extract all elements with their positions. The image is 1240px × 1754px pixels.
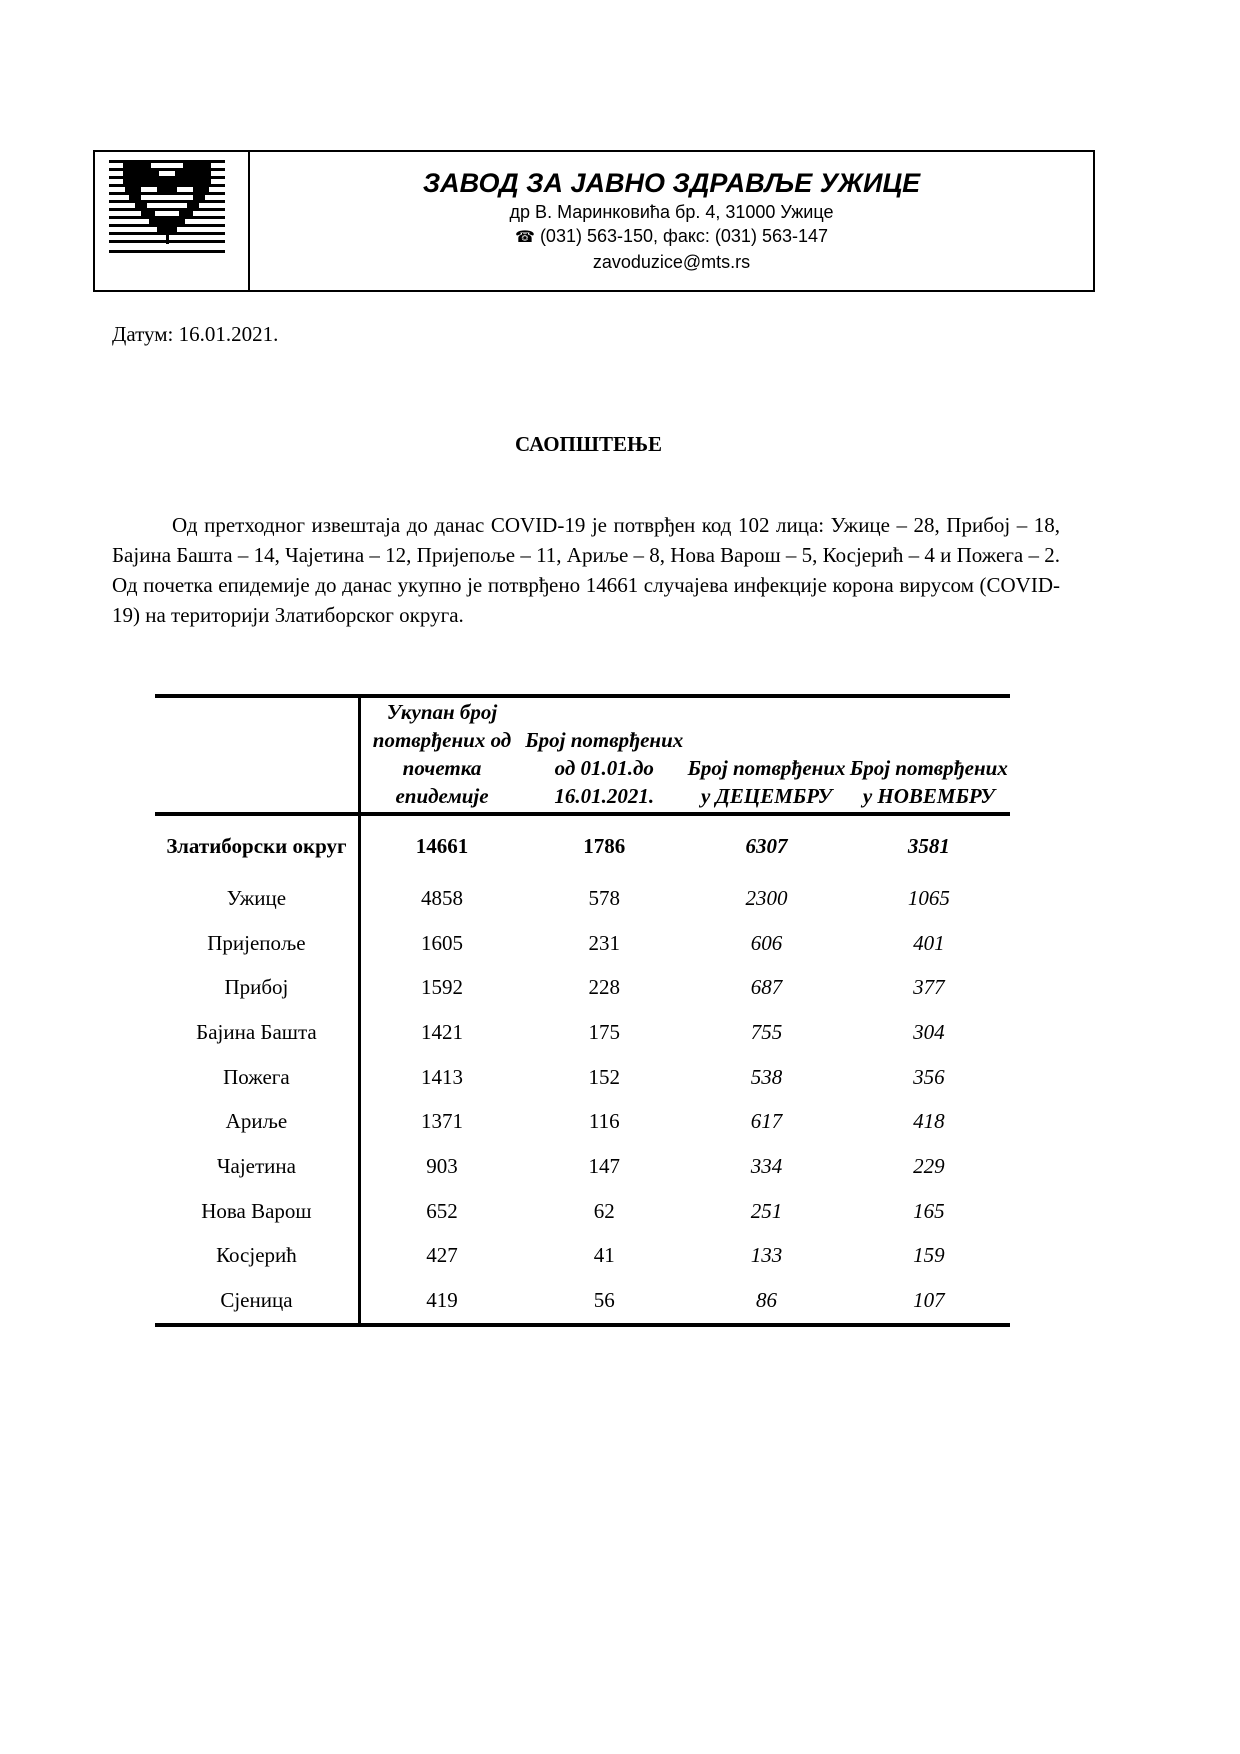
cell-november: 159 xyxy=(913,1243,945,1268)
row-name: Ужице xyxy=(155,876,359,921)
cell-november: 165 xyxy=(913,1198,945,1223)
cell-december: 687 xyxy=(750,975,783,1000)
document-date: Датум: 16.01.2021. xyxy=(112,322,279,346)
cell-november: 3581 xyxy=(907,834,950,858)
table-row xyxy=(155,1189,1010,1234)
announcement-body: Од претходног извештаја до данас COVID-19 је потврђен код 102 лица: Ужице – 28, Прибој – 18, Бајина Башта – 14, Чајетина – 12, Пријепоље – 11, Ариље – 8, Нова Варош – 5, Косјерић – 4 и Пожега – 2. Од почетка епидемије до данас укупно је потврђено 14661 случајева инфекције корона вирусом (COVID-19) на територији Златиборског округа. xyxy=(112,513,1060,627)
header-november: Број потврђених у НОВЕМБРУ xyxy=(849,756,1008,808)
header-district xyxy=(155,696,359,814)
table-row xyxy=(155,965,1010,1010)
organization-email: zavoduzice@mts.rs xyxy=(592,252,751,272)
letterhead xyxy=(93,150,1095,292)
table-row xyxy=(155,1055,1010,1100)
cell-total: 1421 xyxy=(421,1019,463,1044)
cell-total: 1371 xyxy=(421,1109,463,1134)
cell-december: 86 xyxy=(756,1288,778,1313)
cell-december: 133 xyxy=(750,1243,783,1268)
cell-total: 1592 xyxy=(421,975,463,1000)
cell-total: 652 xyxy=(426,1198,458,1223)
row-name: Ариље xyxy=(155,1099,359,1144)
table-row-total xyxy=(155,814,1010,876)
covid-stats-table xyxy=(155,694,1010,1327)
phone-icon: ☎ xyxy=(514,229,535,246)
document-title: САОПШТЕЊЕ xyxy=(514,432,663,456)
cell-december: 2300 xyxy=(745,885,788,910)
cell-total: 1605 xyxy=(421,930,463,955)
organization-address: др В. Маринковића бр. 4, 31000 Ужице xyxy=(509,202,834,222)
row-name: Бајина Башта xyxy=(155,1010,359,1055)
cell-january: 62 xyxy=(593,1198,615,1223)
table-row xyxy=(155,1099,1010,1144)
cell-november: 1065 xyxy=(907,885,950,910)
cell-january: 41 xyxy=(593,1243,615,1268)
cell-january: 228 xyxy=(588,975,621,1000)
letterhead-info xyxy=(250,152,1093,290)
row-name: Златиборски округ xyxy=(155,814,359,876)
cell-january: 147 xyxy=(588,1153,621,1178)
table-header-row xyxy=(155,696,1010,814)
cell-january: 152 xyxy=(588,1064,621,1089)
cell-december: 538 xyxy=(750,1064,783,1089)
header-december: Број потврђених у ДЕЦЕМБРУ xyxy=(687,756,846,808)
header-total: Укупан број потврђених од почетка епидемије xyxy=(372,700,512,808)
cell-total: 903 xyxy=(426,1153,458,1178)
cell-january: 56 xyxy=(593,1288,615,1313)
cell-december: 606 xyxy=(750,930,783,955)
cell-january: 175 xyxy=(588,1019,621,1044)
cell-december: 617 xyxy=(750,1109,783,1134)
table-row xyxy=(155,921,1010,966)
row-name: Пожега xyxy=(155,1055,359,1100)
cell-november: 304 xyxy=(913,1019,945,1044)
cell-december: 755 xyxy=(750,1019,783,1044)
cell-january: 1786 xyxy=(583,834,626,858)
row-name: Сјеница xyxy=(155,1278,359,1325)
cell-january: 231 xyxy=(588,930,621,955)
cell-november: 377 xyxy=(913,975,945,1000)
cell-january: 116 xyxy=(588,1109,620,1134)
row-name: Пријепоље xyxy=(155,921,359,966)
organization-name: ЗАВОД ЗА ЈАВНО ЗДРАВЉЕ УЖИЦЕ xyxy=(422,168,921,198)
table-row xyxy=(155,1278,1010,1325)
header-january: Број потврђених од 01.01.до 16.01.2021. xyxy=(525,728,684,808)
row-name: Нова Варош xyxy=(155,1189,359,1234)
cell-january: 578 xyxy=(588,885,621,910)
table-row xyxy=(155,1010,1010,1055)
logo-cell xyxy=(95,152,250,290)
cell-total: 1413 xyxy=(421,1064,463,1089)
cell-december: 334 xyxy=(750,1153,783,1178)
cell-november: 401 xyxy=(913,930,945,955)
cell-november: 107 xyxy=(913,1288,945,1313)
cell-december: 6307 xyxy=(745,834,788,858)
row-name: Прибој xyxy=(155,965,359,1010)
table-row xyxy=(155,876,1010,921)
row-name: Косјерић xyxy=(155,1234,359,1279)
cell-total: 427 xyxy=(426,1243,458,1268)
row-name: Чајетина xyxy=(155,1144,359,1189)
organization-phone-line xyxy=(250,224,1093,250)
cell-november: 229 xyxy=(913,1153,945,1178)
cell-november: 418 xyxy=(913,1109,945,1134)
organization-phone: (031) 563-150, факс: (031) 563-147 xyxy=(539,226,828,246)
table-row xyxy=(155,1234,1010,1279)
cell-total: 4858 xyxy=(421,885,463,910)
table-row xyxy=(155,1144,1010,1189)
institute-logo-icon xyxy=(109,158,229,258)
cell-total: 14661 xyxy=(415,834,469,858)
cell-total: 419 xyxy=(426,1288,458,1313)
cell-december: 251 xyxy=(750,1198,783,1223)
cell-november: 356 xyxy=(913,1064,945,1089)
